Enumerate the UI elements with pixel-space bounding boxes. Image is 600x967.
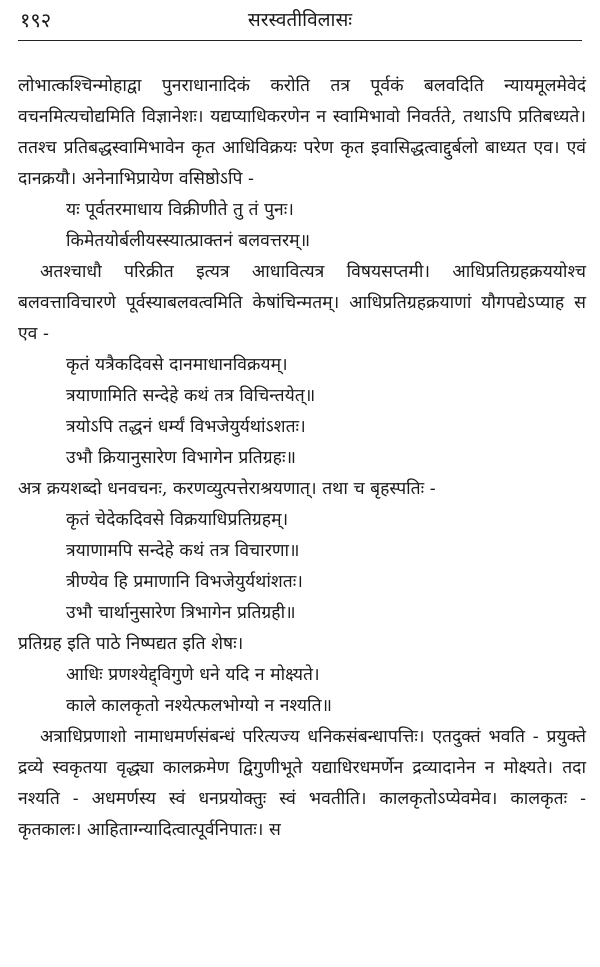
paragraph: अतश्चाधौ परिक्रीत इत्यत्र आधावित्यत्र विषयसप्तमी। आधिप्रतिग्रहक्रययोश्च बलवत्ताविचारणे पूर्वस्याबलवत्वमिति केषांचिन्मतम्। आधिप्रतिग्रहक्रयाणां यौगपद्येऽप्याह स एव - xyxy=(18,262,586,344)
page-header xyxy=(18,0,582,41)
verse-line: त्रयाणामपि सन्देहे कथं तत्र विचारणा॥ xyxy=(66,541,300,561)
verse-line: आधिः प्रणश्येद्द्विगुणे धने यदि न मोक्ष्यते। xyxy=(66,665,320,685)
verse-line: किमेतयोर्बलीयस्स्यात्प्राक्तनं बलवत्तरम्॥ xyxy=(66,231,311,251)
verse-line: त्रीण्येव हि प्रमाणानि विभजेयुर्यथांशतः। xyxy=(66,572,303,592)
verse-line: उभौ क्रियानुसारेण विभागेन प्रतिग्रहः॥ xyxy=(66,448,296,468)
paragraph: प्रतिग्रह इति पाठे निष्पद्यत इति शेषः। xyxy=(18,634,244,654)
verse-line: कृतं चेदेकदिवसे विक्रयाधिप्रतिग्रहम्। xyxy=(66,510,289,530)
verse-block xyxy=(18,350,586,474)
verse-block xyxy=(18,195,586,257)
verse-line: त्रयाणामिति सन्देहे कथं तत्र विचिन्तयेत्॥ xyxy=(66,386,316,406)
running-head: सरस्वतीविलासः xyxy=(247,9,353,31)
paragraph: अत्र क्रयशब्दो धनवचनः, करणव्युत्पत्तेराश्रयणात्। तथा च बृहस्पतिः - xyxy=(18,479,436,499)
body-text xyxy=(18,71,586,846)
verse-line: कृतं यत्रैकदिवसे दानमाधानविक्रयम्। xyxy=(66,355,288,375)
paragraph: लोभात्कश्चिन्मोहाद्वा पुनराधानादिकं करोति तत्र पूर्वकं बलवदिति न्यायमूलमेवेदं वचनमित्यचोद्यमिति विज्ञानेशः। यद्यप्याधिकरणेन न स्वामिभावो निवर्तते, तथाऽपि प्रतिबध्यते। ततश्च प्रतिबद्धस्वामिभावेन कृत आधिविक्रयः परेण कृत इवासिद्धत्वाद्दुर्बलो बाध्यत एव। एवं दानक्रयौ। अनेनाभिप्रायेण वसिष्ठोऽपि - xyxy=(18,76,586,189)
verse-line: उभौ चार्थानुसारेण त्रिभागेन प्रतिग्रही॥ xyxy=(66,603,296,623)
verse-line: यः पूर्वतरमाधाय विक्रीणीते तु तं पुनः। xyxy=(66,200,294,220)
verse-block xyxy=(18,660,586,722)
paragraph: अत्राधिप्रणाशो नामाधमर्णसंबन्धं परित्यज्य धनिकसंबन्धापत्तिः। एतदुक्तं भवति - प्रयुक्ते द्रव्ये स्वकृतया वृद्ध्या कालक्रमेण द्विगुणीभूते यद्याधिरधमर्णेन द्रव्यादानेन न मोक्ष्यते। तदा नश्यति - अधमर्णस्य स्वं धनप्रयोक्तुः स्वं भवतीति। कालकृतोऽप्येवमेव। कालकृतः - कृतकालः। आहिताग्न्यादित्वात्पूर्वनिपातः। स xyxy=(18,727,586,840)
verse-line: काले कालकृतो नश्येत्फलभोग्यो न नश्यति॥ xyxy=(66,696,333,716)
page-number: १९२ xyxy=(20,8,52,32)
verse-line: त्रयोऽपि तद्धनं धर्म्यं विभजेयुर्यथांऽशतः। xyxy=(66,417,306,437)
verse-block xyxy=(18,505,586,629)
